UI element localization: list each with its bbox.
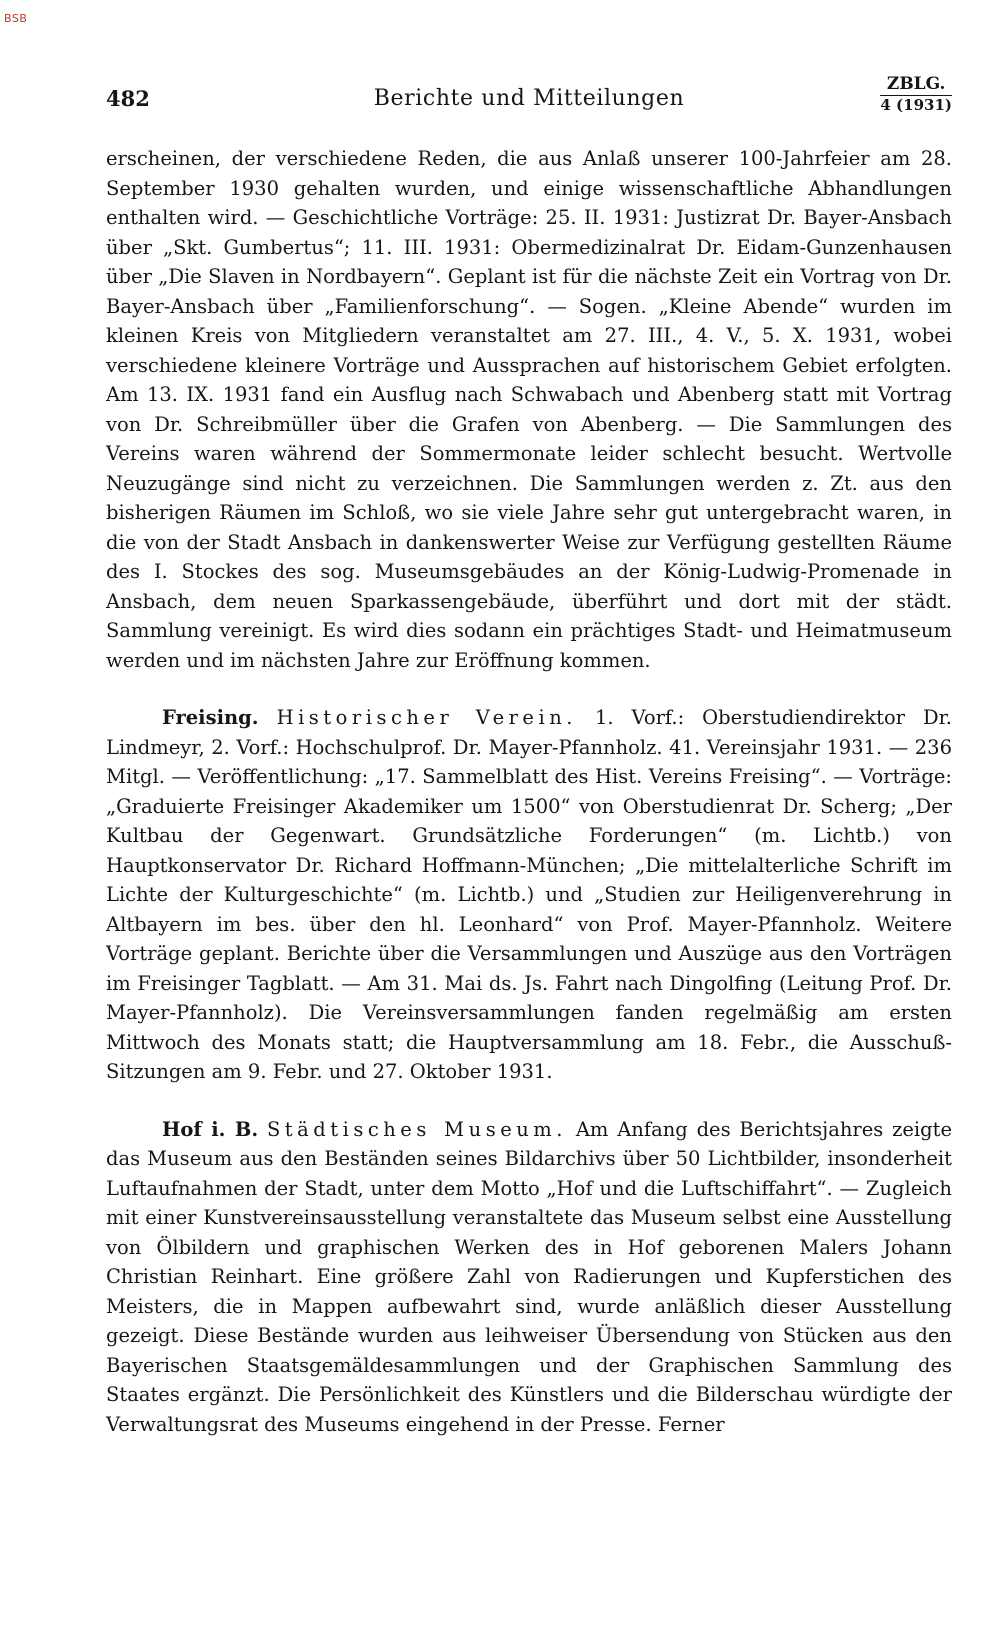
paragraph-text: 1. Vorf.: Oberstudiendirektor Dr. Lindmeyr, 2. Vorf.: Hochschulprof. Dr. Mayer-Pfannholz. 41. Vereinsjahr 1931. — 236 Mitgl. — Veröffentlichung: „17. Sammelblatt des Hist. Vereins Freising“. — Vorträge: „Graduierte Freisinger Akademiker um 1500“ von Oberstudienrat Dr. Scherg; „Der Kultbau der Gegenwart. Grundsätzliche Forderungen“ (m. Lichtb.) von Hauptkonservator Dr. Richard Hoffmann-München; „Die mittelalterliche Schrift im Lichte der Kulturgeschichte“ (m. Lichtb.) und „Studien zur Heiligenverehrung in Altbayern im bes. über den hl. Leonhard“ von Prof. Mayer-Pfannholz. Weitere Vorträge geplant. Berichte über die Versammlungen und Auszüge aus den Vorträgen im Freisinger Tagblatt. — Am 31. Mai ds. Js. Fahrt nach Dingolfing (Leitung Prof. Dr. Mayer-Pfannholz). Die Vereinsversammlungen fanden regelmäßig am ersten Mittwoch des Monats statt; die Hauptversammlung am 18. Febr., die Ausschuß-Sitzungen am 9. Febr. und 27. Oktober 1931. [106,706,952,1083]
paragraph-ansbach-continuation [106,144,952,675]
journal-abbreviation: ZBLG. [880,76,952,96]
running-title: Berichte und Mitteilungen [373,86,685,111]
institution-name: Historischer Verein. [276,706,577,729]
institution-name: Städtisches Museum. [266,1117,567,1141]
page-header [106,72,952,124]
paragraph-hof [106,1115,952,1440]
journal-volume: 4 (1931) [880,95,952,114]
place-heading: Freising. [162,706,259,729]
paragraph-text: erscheinen, der verschiedene Reden, die aus Anlaß unserer 100-Jahrfeier am 28. September 1930 gehalten wurden, und einige wissenschaftliche Abhandlungen enthalten wird. — Geschichtliche Vorträge: 25. II. 1931: Justizrat Dr. Bayer-Ansbach über „Skt. Gumbertus“; 11. III. 1931: Obermedizinalrat Dr. Eidam-Gunzenhausen über „Die Slaven in Nordbayern“. Geplant ist für die nächste Zeit ein Vortrag von Dr. Bayer-Ansbach über „Familienforschung“. — Sogen. „Kleine Abende“ wurden im kleinen Kreis von Mitgliedern veranstaltet am 27. III., 4. V., 5. X. 1931, wobei verschiedene kleinere Vorträge und Aussprachen auf historischem Gebiet erfolgten. Am 13. IX. 1931 fand ein Ausflug nach Schwabach und Abenberg statt mit Vortrag von Dr. Schreibmüller über die Grafen von Abenberg. — Die Sammlungen des Vereins waren während der Sommermonate leider schlecht besucht. Wertvolle Neuzugänge sind nicht zu verzeichnen. Die Sammlungen werden z. Zt. aus den bisherigen Räumen im Schloß, wo sie viele Jahre sehr gut untergebracht waren, in die von der Stadt Ansbach in dankenswerter Weise zur Verfügung gestellten Räume des I. Stockes des sog. Museumsgebäudes an der König-Ludwig-Promenade in Ansbach, dem neuen Sparkassengebäude, überführt und dort mit der städt. Sammlung vereinigt. Es wird dies sodann ein prächtiges Stadt- und Heimatmuseum werden und im nächsten Jahre zur Eröffnung kommen. [106,147,952,672]
body-text [106,144,952,1439]
page-number: 482 [106,86,150,111]
journal-reference [880,76,952,114]
paragraph-text: Am Anfang des Berichtsjahres zeigte das Museum aus den Beständen seines Bildarchivs über 50 Lichtbilder, insonderheit Luftaufnahmen der Stadt, unter dem Motto „Hof und die Luftschiffahrt“. — Zugleich mit einer Kunstvereinsausstellung veranstaltete das Museum selbst eine Ausstellung von Ölbildern und graphischen Werken des in Hof geborenen Malers Johann Christian Reinhart. Eine größere Zahl von Radierungen und Kupferstichen des Meisters, die in Mappen aufbewahrt sind, wurde anläßlich dieser Ausstellung gezeigt. Diese Bestände wurden aus leihweiser Übersendung von Stücken aus den Bayerischen Staatsgemäldesammlungen und der Graphischen Sammlung des Staates ergänzt. Die Persönlichkeit des Künstlers und die Bilderschau würdigte der Verwaltungsrat des Museums eingehend in der Presse. Ferner [106,1117,952,1436]
paragraph-freising [106,703,952,1087]
library-watermark: BSB [4,12,28,25]
place-heading: Hof i. B. [162,1117,259,1141]
document-page [106,72,952,1439]
